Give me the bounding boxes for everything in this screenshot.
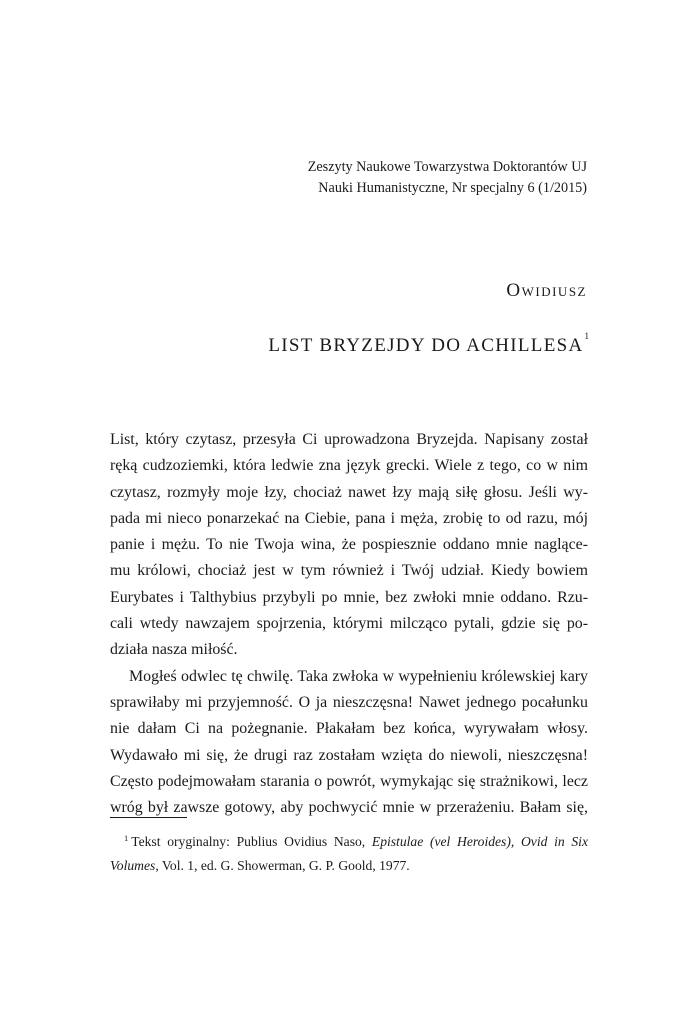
- footnote-rest: , Vol. 1, ed. G. Showerman, G. P. Goold, 1977.: [155, 857, 410, 873]
- footnote-prefix: Tekst oryginalny: Publius Ovidius Naso,: [131, 834, 372, 849]
- paragraph-1: [110, 427, 588, 664]
- footnote-line: [110, 827, 588, 854]
- body-text: [110, 427, 588, 821]
- text-line: cali wtedy nawzajem spojrzenia, którymi milcząco pytali, gdzie się po-: [110, 615, 588, 633]
- text-line: wróg był zawsze gotowy, aby pochwycić mnie w przerażeniu. Bałam się,: [110, 799, 588, 817]
- footnote-work-title: Epistulae (vel Heroides), Ovid in Six: [371, 834, 588, 849]
- text-line: sprawiłaby mi przyjemność. O ja nieszczęsna! Nawet jednego pocałunku: [110, 693, 588, 711]
- journal-header: [308, 157, 587, 199]
- text-line: Mogłeś odwlec tę chwilę. Taka zwłoka w wypełnieniu królewskiej kary: [129, 667, 588, 685]
- title-text: LIST BRYZEJDY DO ACHILLESA: [268, 335, 584, 356]
- text-line: nie dałam Ci na pożegnanie. Płakałam bez końca, wyrywałam włosy.: [110, 720, 588, 738]
- journal-issue-line: Nauki Humanistyczne, Nr specjalny 6 (1/2015): [318, 180, 587, 196]
- title-footnote-mark: 1: [584, 331, 589, 341]
- text-line: List, który czytasz, przesyła Ci uprowadzona Bryzejda. Napisany został: [110, 431, 588, 448]
- document-title: [268, 331, 589, 357]
- text-line: pada mi nieco ponarzekać na Ciebie, pana i męża, zrobię to od razu, mój: [110, 509, 588, 527]
- text-line: ręką cudzoziemki, która ledwie zna język grecki. Wiele z tego, co w nim: [110, 457, 588, 475]
- text-line: czytasz, rozmyły moje łzy, chociaż nawet łzy mają siłę głosu. Jeśli wy-: [110, 483, 588, 501]
- text-line: mu królowi, chociaż jest w tym również i Twój udział. Kiedy bowiem: [110, 562, 588, 580]
- text-line: działa nasza miłość.: [110, 641, 238, 659]
- text-line: Wydawało mi się, że drugi raz zostałam wzięta do niewoli, nieszczęsna!: [110, 746, 588, 764]
- footnote-separator: [110, 817, 187, 818]
- footnote-work-title-cont: Volumes: [110, 857, 156, 873]
- journal-title-line: Zeszyty Naukowe Towarzystwa Doktorantów UJ: [307, 159, 587, 175]
- author-name: Owidiusz: [506, 280, 587, 301]
- text-line: panie i mężu. To nie Twoja wina, że pospiesznie oddano mnie naglące-: [110, 536, 588, 554]
- text-line: Eurybates i Talthybius przybyli po mnie, bez zwłoki mnie oddano. Rzu-: [110, 588, 588, 606]
- footnote: [110, 827, 588, 877]
- footnote-line: [110, 854, 588, 878]
- paragraph-2: [110, 664, 588, 822]
- footnote-mark: 1: [124, 833, 129, 843]
- text-line: Często podejmowałam starania o powrót, wymykając się strażnikowi, lecz: [110, 772, 588, 790]
